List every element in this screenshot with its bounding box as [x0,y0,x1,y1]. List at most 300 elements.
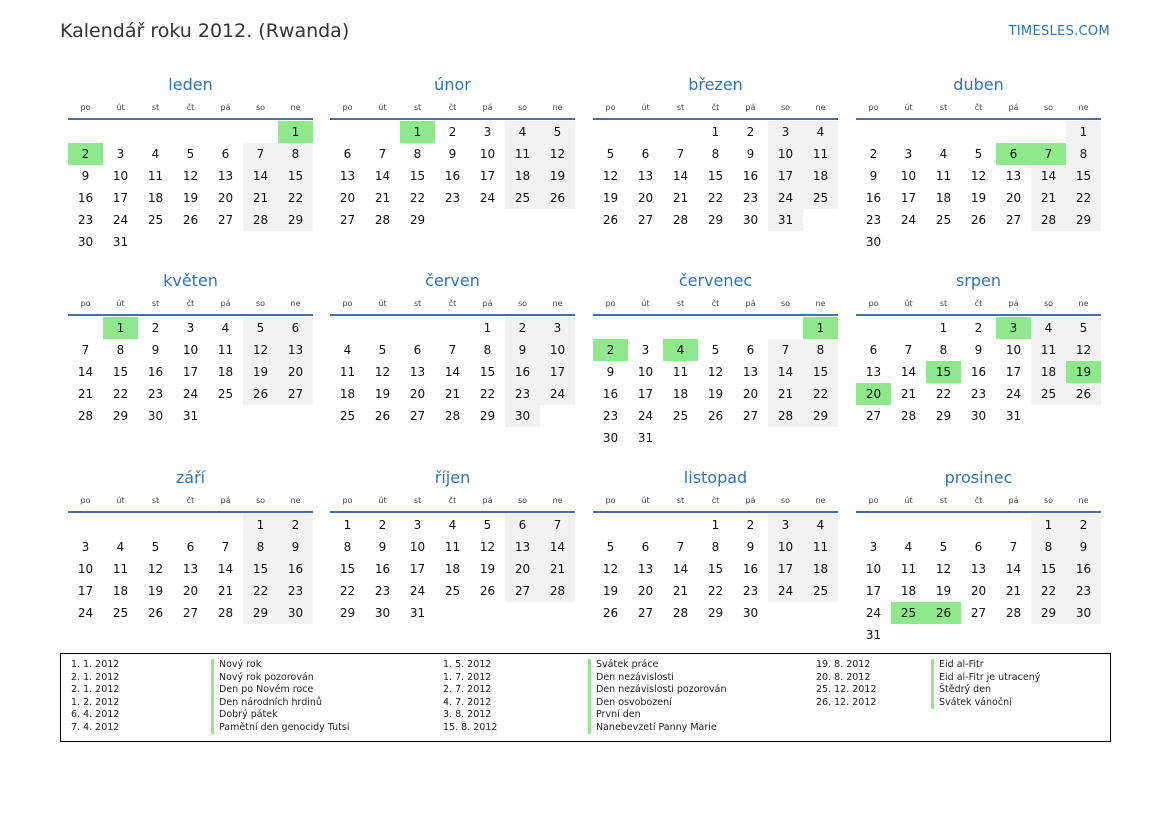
day-cell: 3 [540,317,575,339]
weekday-header: st [676,299,685,308]
legend-date: 2. 7. 2012 [443,684,492,695]
day-cell: 22 [1066,187,1101,209]
weekday-header: ne [552,496,563,505]
weekday-header: st [939,299,948,308]
day-cell: 7 [81,343,90,357]
day-cell: 30 [77,235,94,249]
day-cell: 13 [637,562,654,576]
site-link[interactable]: TIMESLES.COM [1008,24,1110,39]
day-cell: 23 [374,584,391,598]
day-cell: 19 [243,361,278,383]
weekday-header: so [517,496,528,505]
day-cell: 18 [803,165,838,187]
day-cell: 29 [339,606,356,620]
day-cell: 3 [768,514,803,536]
day-cell: 23 [742,584,759,598]
day-cell: 29 [707,213,724,227]
legend-date: 1. 2. 2012 [71,696,120,708]
day-cell: 25 [339,409,356,423]
day-cell: 7 [378,147,387,161]
weekday-header: út [641,496,650,505]
day-cell: 30 [1066,602,1101,624]
day-cell: 20 [637,191,654,205]
day-cell: 26 [147,606,164,620]
day-cell: 30 [742,213,759,227]
day-cell: 9 [1066,536,1101,558]
day-cell: 26 [970,213,987,227]
day-cell: 24 [1005,387,1022,401]
holiday-day-cell: 4 [663,339,698,361]
day-cell: 29 [409,213,426,227]
day-cell: 7 [676,147,685,161]
day-cell: 4 [505,121,540,143]
weekday-header: so [780,103,791,112]
header-rule [68,511,313,513]
day-cell: 1 [711,125,720,139]
day-cell: 9 [974,343,983,357]
day-cell: 22 [803,383,838,405]
holiday-day-cell: 19 [1066,361,1101,383]
day-cell: 6 [869,343,878,357]
legend-holiday-name: Svátek práce [588,659,658,672]
month-name: prosinec [944,468,1013,487]
header-rule [856,314,1101,316]
day-cell: 2 [151,321,160,335]
day-cell: 10 [77,562,94,576]
weekday-header: út [378,103,387,112]
day-cell: 25 [672,409,689,423]
weekday-header: ne [815,299,826,308]
day-cell: 6 [278,317,313,339]
day-cell: 12 [602,169,619,183]
day-cell: 9 [606,365,615,379]
day-cell: 9 [869,169,878,183]
legend-date: 25. 12. 2012 [816,684,877,695]
day-cell: 13 [217,169,234,183]
day-cell: 17 [768,558,803,580]
day-cell: 1 [243,514,278,536]
day-cell: 15 [1031,558,1066,580]
weekday-header: st [413,103,422,112]
day-cell: 13 [278,339,313,361]
day-cell: 24 [768,580,803,602]
weekday-header: út [378,299,387,308]
weekday-header: út [904,103,913,112]
legend-holiday-name: První den [588,709,641,722]
day-cell: 8 [1031,536,1066,558]
weekday-header: pá [482,299,493,308]
weekday-header: pá [220,103,231,112]
legend-holiday-name: Pamětní den genocidy Tutsi [211,722,349,735]
day-cell: 19 [182,191,199,205]
legend-holiday-name: Dobrý pátek [211,709,278,722]
legend-holiday-name: Svátek vánoční [931,697,1012,710]
day-cell: 25 [217,387,234,401]
day-cell: 3 [869,540,878,554]
weekday-header: ne [815,103,826,112]
weekday-header: pá [220,496,231,505]
day-cell: 20 [409,387,426,401]
day-cell: 19 [602,191,619,205]
weekday-header: út [116,299,125,308]
day-cell: 28 [768,405,803,427]
day-cell: 8 [243,536,278,558]
weekday-header: út [116,496,125,505]
weekday-header: út [641,299,650,308]
day-cell: 31 [768,209,803,231]
legend-holiday-name: Eid al-Fitr [931,659,984,672]
day-cell: 8 [711,540,720,554]
day-cell: 13 [182,562,199,576]
weekday-header: út [641,103,650,112]
weekday-header: čt [974,299,983,308]
day-cell: 3 [186,321,195,335]
day-cell: 25 [803,187,838,209]
day-cell: 31 [1005,409,1022,423]
day-cell: 31 [112,235,129,249]
weekday-header: po [80,299,91,308]
weekday-header: st [676,496,685,505]
day-cell: 22 [479,387,496,401]
day-cell: 6 [746,343,755,357]
day-cell: 23 [278,580,313,602]
day-cell: 18 [217,365,234,379]
legend-holiday-name: Nový rok [211,659,261,672]
day-cell: 10 [1005,343,1022,357]
header-rule [330,314,575,316]
weekday-header: so [780,299,791,308]
day-cell: 15 [707,562,724,576]
weekday-header: čt [711,496,720,505]
weekday-header: čt [186,103,195,112]
weekday-header: pá [1008,299,1019,308]
day-cell: 24 [637,409,654,423]
day-cell: 14 [1005,562,1022,576]
day-cell: 28 [672,606,689,620]
day-cell: 10 [112,169,129,183]
weekday-header: so [517,299,528,308]
day-cell: 21 [540,558,575,580]
day-cell: 4 [448,518,457,532]
day-cell: 16 [374,562,391,576]
day-cell: 5 [243,317,278,339]
day-cell: 27 [1005,213,1022,227]
day-cell: 16 [970,365,987,379]
day-cell: 21 [217,584,234,598]
day-cell: 13 [505,536,540,558]
day-cell: 26 [182,213,199,227]
day-cell: 28 [444,409,461,423]
day-cell: 23 [1066,580,1101,602]
day-cell: 19 [970,191,987,205]
day-cell: 27 [637,606,654,620]
day-cell: 6 [974,540,983,554]
day-cell: 29 [1031,602,1066,624]
day-cell: 14 [672,562,689,576]
day-cell: 12 [602,562,619,576]
day-cell: 16 [865,191,882,205]
day-cell: 23 [970,387,987,401]
day-cell: 18 [935,191,952,205]
weekday-header: so [780,496,791,505]
day-cell: 25 [444,584,461,598]
day-cell: 26 [374,409,391,423]
legend-holiday-name: Den po Novém roce [211,684,313,697]
day-cell: 19 [602,584,619,598]
day-cell: 15 [479,365,496,379]
page-title: Kalendář roku 2012. (Rwanda) [60,20,350,42]
weekday-header: st [151,299,160,308]
day-cell: 28 [77,409,94,423]
day-cell: 1 [939,321,948,335]
day-cell: 12 [182,169,199,183]
day-cell: 6 [221,147,230,161]
day-cell: 16 [1066,558,1101,580]
day-cell: 27 [278,383,313,405]
day-cell: 16 [742,169,759,183]
header-rule [593,314,838,316]
day-cell: 4 [803,514,838,536]
day-cell: 12 [970,169,987,183]
day-cell: 22 [278,187,313,209]
weekday-header: po [80,496,91,505]
weekday-header: pá [1008,103,1019,112]
day-cell: 3 [641,343,650,357]
legend-date: 2. 1. 2012 [71,671,120,683]
day-cell: 9 [278,536,313,558]
day-cell: 11 [935,169,952,183]
holiday-day-cell: 1 [103,317,138,339]
day-cell: 3 [768,121,803,143]
legend-date: 1. 5. 2012 [443,659,492,670]
day-cell: 30 [970,409,987,423]
day-cell: 23 [147,387,164,401]
legend-holiday-name: Eid al-Fitr je utracený [931,672,1040,685]
day-cell: 4 [1031,317,1066,339]
day-cell: 8 [711,147,720,161]
day-cell: 2 [448,125,457,139]
holiday-day-cell: 15 [926,361,961,383]
legend-date: 6. 4. 2012 [71,709,120,720]
day-cell: 19 [707,387,724,401]
day-cell: 24 [182,387,199,401]
day-cell: 11 [900,562,917,576]
legend-holiday-name: Nový rok pozorován [211,672,314,685]
day-cell: 13 [339,169,356,183]
legend-date: 2. 1. 2012 [71,684,120,695]
day-cell: 29 [935,409,952,423]
day-cell: 21 [672,191,689,205]
day-cell: 15 [243,558,278,580]
weekday-header: po [342,299,353,308]
day-cell: 29 [278,209,313,231]
day-cell: 11 [444,540,461,554]
day-cell: 19 [147,584,164,598]
day-cell: 30 [865,235,882,249]
day-cell: 26 [707,409,724,423]
weekday-header: út [378,496,387,505]
day-cell: 24 [479,191,496,205]
day-cell: 10 [182,343,199,357]
day-cell: 13 [742,365,759,379]
day-cell: 11 [217,343,234,357]
day-cell: 14 [900,365,917,379]
day-cell: 17 [182,365,199,379]
day-cell: 26 [479,584,496,598]
header-rule [593,118,838,120]
holiday-day-cell: 1 [278,121,313,143]
day-cell: 16 [77,191,94,205]
month-name: leden [168,75,213,94]
day-cell: 22 [409,191,426,205]
weekday-header: po [605,496,616,505]
holiday-day-cell: 26 [926,602,961,624]
weekday-header: ne [552,103,563,112]
day-cell: 21 [672,584,689,598]
day-cell: 2 [746,518,755,532]
day-cell: 29 [707,606,724,620]
day-cell: 25 [935,213,952,227]
day-cell: 1 [343,518,352,532]
legend-holiday-name: Den nezávislosti [588,672,674,685]
legend-date: 1. 1. 2012 [71,659,120,670]
day-cell: 10 [409,540,426,554]
weekday-header: st [939,103,948,112]
day-cell: 7 [448,343,457,357]
day-cell: 13 [970,562,987,576]
weekday-header: po [605,299,616,308]
day-cell: 25 [505,187,540,209]
day-cell: 17 [865,584,882,598]
weekday-header: so [255,103,266,112]
day-cell: 6 [641,147,650,161]
day-cell: 14 [1031,165,1066,187]
weekday-header: čt [448,103,457,112]
header-rule [68,118,313,120]
day-cell: 30 [742,606,759,620]
day-cell: 28 [217,606,234,620]
day-cell: 26 [602,606,619,620]
day-cell: 30 [147,409,164,423]
day-cell: 2 [378,518,387,532]
day-cell: 1 [1031,514,1066,536]
day-cell: 20 [217,191,234,205]
legend-date: 3. 8. 2012 [443,709,492,720]
day-cell: 25 [112,606,129,620]
holiday-day-cell: 2 [68,143,103,165]
header-rule [330,511,575,513]
day-cell: 4 [151,147,160,161]
header-rule [593,511,838,513]
day-cell: 12 [1066,339,1101,361]
day-cell: 25 [147,213,164,227]
month-name: říjen [434,468,471,487]
weekday-header: út [904,496,913,505]
day-cell: 30 [602,431,619,445]
day-cell: 29 [112,409,129,423]
day-cell: 7 [1009,540,1018,554]
day-cell: 25 [1031,383,1066,405]
day-cell: 4 [343,343,352,357]
day-cell: 2 [1066,514,1101,536]
day-cell: 3 [904,147,913,161]
weekday-header: čt [711,299,720,308]
day-cell: 9 [448,147,457,161]
day-cell: 6 [186,540,195,554]
weekday-header: pá [482,496,493,505]
day-cell: 21 [1031,187,1066,209]
day-cell: 6 [641,540,650,554]
day-cell: 6 [505,514,540,536]
weekday-header: ne [552,299,563,308]
day-cell: 9 [746,147,755,161]
day-cell: 11 [672,365,689,379]
weekday-header: čt [974,496,983,505]
day-cell: 17 [409,562,426,576]
day-cell: 10 [865,562,882,576]
day-cell: 12 [374,365,391,379]
legend-date: 19. 8. 2012 [816,659,871,670]
day-cell: 26 [602,213,619,227]
day-cell: 13 [637,169,654,183]
day-cell: 14 [77,365,94,379]
day-cell: 3 [81,540,90,554]
day-cell: 13 [1005,169,1022,183]
day-cell: 14 [444,365,461,379]
day-cell: 10 [479,147,496,161]
month-name: září [175,468,206,487]
weekday-header: čt [974,103,983,112]
day-cell: 2 [869,147,878,161]
day-cell: 28 [672,213,689,227]
weekday-header: st [151,103,160,112]
day-cell: 19 [374,387,391,401]
day-cell: 17 [1005,365,1022,379]
day-cell: 14 [768,361,803,383]
legend-holiday-name: Nanebevzetí Panny Marie [588,722,717,735]
weekday-header: st [413,496,422,505]
day-cell: 3 [483,125,492,139]
day-cell: 5 [711,343,720,357]
day-cell: 22 [1031,580,1066,602]
day-cell: 15 [112,365,129,379]
day-cell: 25 [803,580,838,602]
day-cell: 15 [707,169,724,183]
day-cell: 13 [409,365,426,379]
day-cell: 15 [803,361,838,383]
weekday-header: pá [1008,496,1019,505]
legend-holiday-name: Štědrý den [931,684,991,697]
weekday-header: ne [290,299,301,308]
legend-date: 26. 12. 2012 [816,696,877,708]
day-cell: 2 [974,321,983,335]
day-cell: 27 [409,409,426,423]
day-cell: 24 [768,187,803,209]
day-cell: 7 [243,143,278,165]
day-cell: 8 [278,143,313,165]
day-cell: 8 [1066,143,1101,165]
day-cell: 28 [1005,606,1022,620]
day-cell: 2 [505,317,540,339]
day-cell: 12 [147,562,164,576]
day-cell: 12 [479,540,496,554]
weekday-header: so [255,496,266,505]
weekday-header: čt [186,299,195,308]
day-cell: 28 [374,213,391,227]
day-cell: 12 [243,339,278,361]
day-cell: 2 [278,514,313,536]
day-cell: 4 [803,121,838,143]
